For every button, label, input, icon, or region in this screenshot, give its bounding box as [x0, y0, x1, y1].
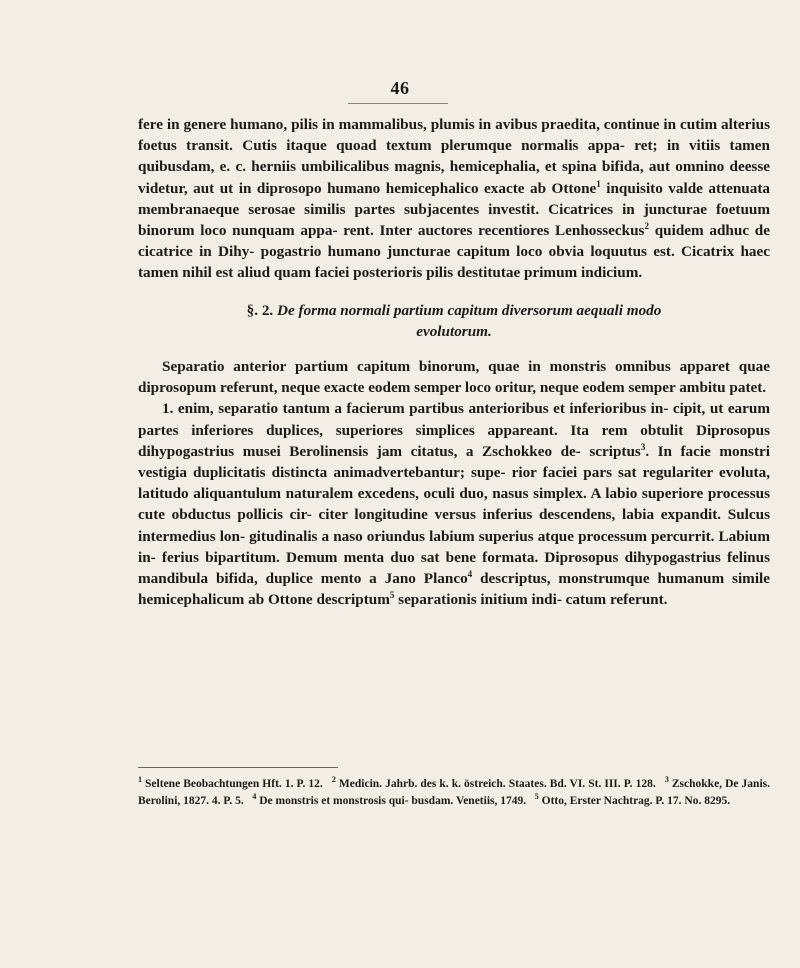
- footnote-rule: [138, 767, 338, 768]
- paragraph-2: Separatio anterior partium capitum binorum, quae in monstris omnibus apparet quae diprosopum referunt, neque exacte eodem semper loco oritur, neque eodem semper ambitu patet.: [138, 358, 770, 397]
- section-heading: [138, 300, 770, 321]
- footnote-2-text: Medicin. Jahrb. des k. k. östreich. Staates. Bd. VI. St. III. P. 128.: [335, 778, 656, 790]
- paragraph-3-part-4: separationis initium indi- catum referunt.: [394, 591, 668, 609]
- footnote-3-number: 3: [664, 775, 669, 785]
- section-number: §. 2.: [246, 301, 274, 319]
- main-text: [138, 114, 770, 610]
- page-number: 46: [390, 78, 410, 98]
- footnote-5-number: 5: [534, 791, 539, 801]
- section-subtitle: evolutorum.: [416, 322, 492, 340]
- footnote-5-text: Otto, Erster Nachtrag. P. 17. No. 8295.: [538, 794, 731, 807]
- footnote-ref-2: 2: [644, 220, 649, 231]
- footnote-4-number: 4: [252, 791, 257, 801]
- paragraph-3-part-2: . In facie monstri vestigia duplicitatis distincta animadvertebantur; supe- rior faciei pars sat regulariter evoluta, latitudo aliquantulum naturalem excedens, oculi duo, nasus simplex. A labio superiore processus cute obductus pollicis cir- citer longitudine versus inferius descendens, labia expandit. Sulcus intermedius lon- gitudinalis a naso oriundus labium superius atque processum percurrit. Labium in- ferius bipartitum. Demum menta duo sat bene formata. Diprosopus dihypogastrius felinus mandibula bifida, duplice mento a Jano Planco: [138, 442, 770, 588]
- paragraph-3: [138, 398, 770, 610]
- paragraph-3-part-3: descriptus, monstrumque humanum simile hemicephalicum ab Ottone descriptum: [138, 570, 770, 609]
- footnote-2-number: 2: [331, 775, 336, 785]
- footnote-ref-3: 3: [640, 441, 646, 452]
- paragraph-1-part-2: inquisito valde attenuata membranaeque serosae similis partes subjacentes investit. Cicatrices in juncturae foetuum binorum loco nunquam appa- rent. Inter auctores recentiores Lenhosseckus: [138, 179, 770, 240]
- footnotes: [138, 776, 770, 809]
- section-title: De forma normali partium capitum diversorum aequali modo: [277, 301, 662, 319]
- paragraph-1-part-3: quidem adhuc de cicatrice in Dihy- pogastrio humano juncturae capitum loco obvia loquutus est. Cicatrix haec tamen nihil est aliud quam faciei posterioris pilis destitutae primum indicium.: [138, 222, 770, 282]
- footnote-1-number: 1: [138, 775, 142, 785]
- page-number-rule: [348, 103, 448, 104]
- footnote-ref-5: 5: [389, 590, 395, 601]
- footnote-1-text: Seltene Beobachtungen Hft. 1. P. 12.: [142, 778, 323, 790]
- footnote-4-text: De monstris et monstrosis qui- busdam. Venetiis, 1749.: [256, 794, 527, 807]
- footnote-ref-1: 1: [596, 178, 601, 189]
- paragraph-3-part-1: 1. enim, separatio tantum a facierum partibus anterioribus et inferioribus in- cipit, ut earum partes inferiores duplices, superiores simplices appareant. Ita rem obtulit Diprosopus dihypogastrius musei Berolinensis jam citatus, a Zschokkeo de- scriptus: [138, 400, 770, 460]
- paragraph-1: [138, 114, 770, 284]
- footnote-3-text: Zschokke, De Janis. Berolini, 1827. 4. P. 5.: [138, 778, 770, 807]
- footnote-ref-4: 4: [467, 569, 473, 579]
- paragraph-1-part-1: fere in genere humano, pilis in mammalibus, plumis in avibus praedita, continue in cutim alterius foetus transit. Cutis itaque quoad textum plerumque normalis appa- ret; in vitiis tamen quibusdam, e. c. herniis umbilicalibus magnis, hemicephalia, et spina bifida, aut omnino deesse videtur, aut ut in diprosopo humano hemicephalico exacte ab Ottone: [138, 116, 770, 197]
